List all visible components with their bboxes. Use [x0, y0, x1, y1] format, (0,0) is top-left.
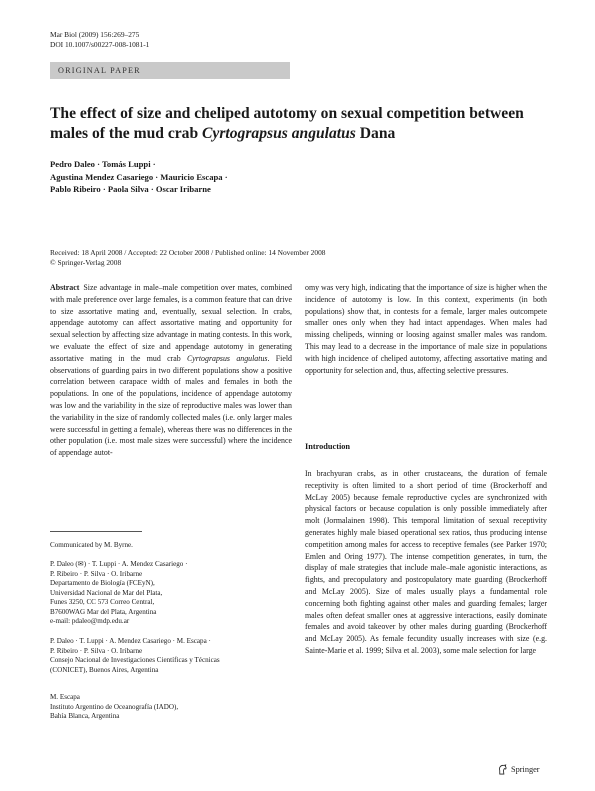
communicated-by: Communicated by M. Byrne.: [50, 541, 133, 549]
abstract: [50, 282, 292, 459]
author-line: Pedro Daleo · Tomás Luppi ·: [50, 159, 156, 169]
affiliation-line: Instituto Argentino de Oceanografía (IADO),: [50, 702, 179, 711]
affiliation-line: Bahía Blanca, Argentina: [50, 712, 120, 720]
title-species: Cyrtograpsus angulatus: [202, 124, 356, 142]
affiliation-line: (CONICET), Buenos Aires, Argentina: [50, 665, 159, 674]
affiliation-line: Universidad Nacional de Mar del Plata,: [50, 588, 163, 597]
abstract-continuation: [305, 282, 547, 376]
affiliation-line: Funes 3250, CC 573 Correo Central,: [50, 598, 155, 606]
affiliation-line: Departamento de Biología (FCEyN),: [50, 579, 155, 587]
article-title: [50, 104, 550, 143]
affiliation-line: P. Daleo · T. Luppi · A. Mendez Casariego · M. Escapa ·: [50, 637, 211, 645]
publication-dates: [50, 248, 325, 267]
article-type-banner: ORIGINAL PAPER: [50, 62, 290, 79]
abstract-paragraph: [50, 282, 292, 459]
abstract-text-continued: . Field observations of guarding pairs in two different populations show a positive correlation between carapace width of males and females in both the populations. In one of the populations, incidence of appendage autotomy was low and the variability in the size of reproductive males was lower than the variability in the size of randomly collected males (i.e. only larger males were successful in getting a female), whereas there was no differences in the other population (i.e. most male sizes were successful) where the incidence of appendage autot-: [50, 353, 292, 458]
author-list: [50, 158, 550, 196]
date-history: Received: 18 April 2008 / Accepted: 22 October 2008 / Published online: 14 November 2008: [50, 248, 326, 257]
title-suffix: Dana: [355, 124, 396, 142]
abstract-continued-text: omy was very high, indicating that the importance of size is higher when the incidence of autotomy is low. In this context, experiments (in both populations) show that, in contests for a female, larger males outcompete smaller ones only when they had intact appendages. When males had missing chelipeds, winning or loosing against smaller males was random. This may lead to a decrease in the importance of male size in populations with high incidence of cheliped autotomy, affecting assortative mating and opportunity for selection and, thus, affecting selective pressures.: [305, 283, 547, 375]
journal-doi[interactable]: DOI 10.1007/s00227-008-1081-1: [50, 40, 150, 49]
springer-horse-icon: [497, 764, 508, 775]
author-line: Agustina Mendez Casariego · Mauricio Escapa ·: [50, 171, 228, 182]
publisher-logo: [497, 764, 540, 775]
affiliation-3: [50, 693, 290, 722]
affiliation-line: M. Escapa: [50, 693, 80, 701]
affiliation-line: P. Ribeiro · P. Silva · O. Iribarne: [50, 646, 143, 655]
affiliation-line: B7600WAG Mar del Plata, Argentina: [50, 607, 157, 616]
footnote-divider: [50, 531, 142, 532]
journal-header: [50, 30, 149, 50]
affiliation-1: [50, 560, 290, 627]
title-text: The effect of size and cheliped autotomy on sexual competition between males of the mud crab: [50, 105, 524, 142]
abstract-species: Cyrtograpsus angulatus: [187, 353, 268, 363]
copyright: © Springer-Verlag 2008: [50, 257, 122, 267]
introduction-text: In brachyuran crabs, as in other crustaceans, the duration of female receptivity is often limited to a short period of time (Brockerhoff and McLay 2005) because female reproductive cycles are synchronized with physical factors or because copulation is only possible immediately after molt (Jormalainen 1998). This temporal limitation of sexual receptivity generates highly male biased operational sex ratios, thus producing intense competition among males for access to receptive females (see Parker 1970; Emlen and Oring 1977). The intense competition generates, in turn, the display of male strategies that include male–male agonistic interactions, as fights, and precopulatory and postcopulatory mate guarding (Brockerhoff and McLay 2005). Size of males usually plays a fundamental role concerning both fighting against other males and guarding females; larger males often defeat smaller ones at aggressive interactions, easily dominate females and avoid takeover by other males during guarding (Brockerhoff and McLay 2005). As female fecundity usually increases with size (e.g. Sainte-Marie et al. 1999; Silva et al. 2003), some male selection for large: [305, 469, 547, 655]
journal-citation: Mar Biol (2009) 156:269–275: [50, 30, 140, 39]
affiliation-line: P. Ribeiro · P. Silva · O. Iribarne: [50, 569, 143, 578]
abstract-text: Size advantage in male–male competition over mates, combined with male preference over large females, is a common feature that can drive to size assortative mating and, eventually, sexual selection. In crabs, appendage autotomy can affect assortative mating and opportunity for sexual selection by affecting size advantage in mating contests. In this work, we evaluate the effect of size and appendage autotomy in generating assortative mating in the mud crab: [50, 283, 292, 363]
affiliation-line: P. Daleo (✉) · T. Luppi · A. Mendez Casariego ·: [50, 560, 188, 568]
author-line: Pablo Ribeiro · Paola Silva · Oscar Iribarne: [50, 184, 211, 194]
publisher-name: Springer: [511, 765, 540, 774]
abstract-label: Abstract: [50, 283, 80, 292]
section-heading-introduction: Introduction: [305, 442, 351, 451]
affiliation-2: [50, 637, 290, 675]
email-link[interactable]: e-mail: pdaleo@mdp.edu.ar: [50, 617, 130, 625]
affiliation-line: Consejo Nacional de Investigaciones Científicas y Técnicas: [50, 656, 220, 664]
